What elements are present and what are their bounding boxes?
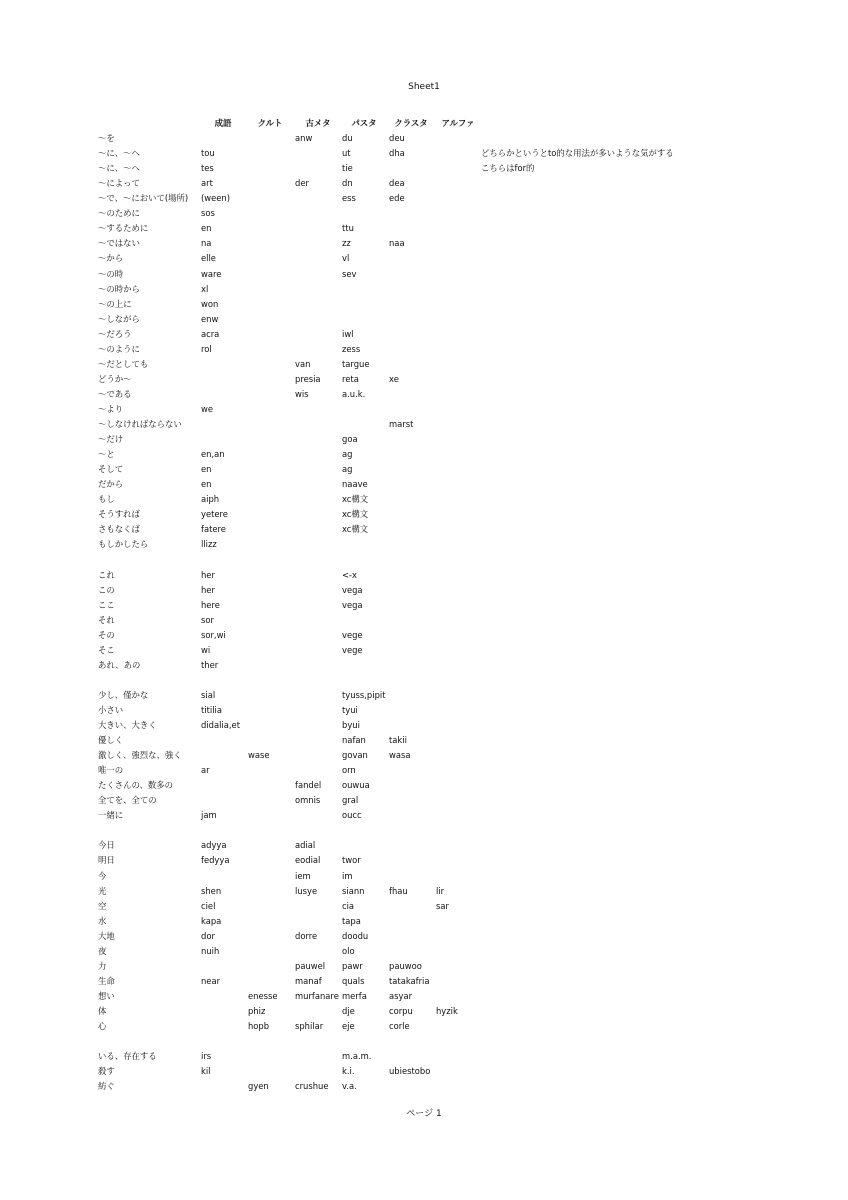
table-cell: sphilar [295,1021,324,1031]
row-label: たくさんの、数多の [98,780,174,791]
table-cell: asyar [389,990,413,1001]
row-label: そうすれば [98,509,140,520]
row-label: ～の時から [98,283,140,294]
table-cell: wi [201,644,211,655]
table-cell: sial [201,689,216,700]
row-label: ～しながら [98,313,140,324]
table-cell: ciel [201,900,216,911]
table-cell: enesse [248,990,278,1001]
table-cell: sar [436,900,449,911]
row-label: その [98,629,115,640]
table-cell: xe [389,373,399,384]
table-cell: murfanare [295,990,339,1001]
row-label: 大地 [98,930,115,941]
table-cell: en [201,464,212,475]
table-cell: phiz [248,1005,266,1016]
table-cell: wis [295,388,309,399]
table-cell: goa [342,434,358,444]
column-header: アルファ [441,118,475,128]
table-cell: near [201,975,221,986]
table-cell: fatere [201,524,226,535]
row-label: 心 [98,1021,107,1031]
table-cell: dorre [295,930,318,941]
row-label: ～のために [98,208,140,219]
table-cell: ubiestobo [389,1066,431,1077]
table-cell: her [201,584,215,595]
table-cell: iwl [342,328,354,339]
table-cell: en [201,223,212,234]
table-cell: reta [342,373,359,384]
row-label: 明日 [98,855,115,866]
table-cell: dje [342,1005,355,1016]
table-cell: eje [342,1021,355,1031]
table-cell: her [201,569,215,580]
table-cell: titilia [201,704,223,715]
table-cell: k.i. [342,1066,355,1077]
row-label: ～するために [98,223,149,234]
table-cell: wasa [389,750,411,761]
table-cell: vega [342,584,363,595]
row-label: もし [98,494,115,505]
sheet-title: Sheet1 [408,82,440,92]
table-cell: tyui [342,704,358,715]
table-cell: xc構文 [342,524,369,535]
table-cell: olo [342,945,355,956]
table-cell: adial [295,840,316,851]
row-label: ～に、～へ [98,163,140,174]
table-cell: aiph [201,494,220,505]
table-cell: kapa [201,915,222,926]
table-cell: ouwua [342,780,370,791]
row-label: ～だとしても [98,358,149,369]
table-cell: sor,wi [201,629,226,640]
row-label: ～から [98,253,124,264]
row-label: 大きい、大きく [98,720,157,730]
table-cell: quals [342,975,365,986]
row-label: さもなくば [98,524,140,535]
table-cell: en [201,479,212,490]
table-cell: llizz [201,539,217,550]
table-cell: v.a. [342,1081,357,1092]
row-label: これ [98,569,115,580]
table-cell: siann [342,885,365,896]
table-cell: yetere [201,509,228,520]
table-cell: art [201,178,213,189]
table-cell: im [342,870,353,881]
row-label: 今日 [98,840,115,851]
row-label: 空 [98,900,107,911]
table-cell: tou [201,148,215,159]
table-cell: elle [201,253,216,264]
row-label: もしかしたら [98,539,149,550]
table-cell: marst [389,418,414,429]
note-cell: こちらはfor的 [481,163,535,174]
table-cell: gral [342,795,359,806]
table-cell: ede [389,193,405,204]
table-cell: fandel [295,780,322,791]
table-cell: eodial [295,855,321,866]
table-cell: irs [201,1051,212,1062]
table-cell: pauwel [295,960,326,971]
row-label: 殺す [98,1066,115,1077]
table-cell: ag [342,449,353,460]
column-header: クルト [257,118,283,128]
row-label: ～だけ [98,434,124,444]
row-label: ～の時 [98,268,124,279]
row-label: 全てを、全ての [98,795,157,806]
table-cell: ttu [342,223,354,234]
table-cell: ar [201,765,210,776]
row-label: それ [98,614,115,625]
table-cell: vl [342,253,350,264]
row-label: 想い [98,990,115,1001]
table-cell: naave [342,479,368,490]
table-cell: orn [342,765,356,776]
table-cell: (ween) [201,193,230,204]
table-cell: fhau [389,885,408,896]
row-label: ～より [98,403,124,414]
table-cell: xl [201,283,209,294]
table-cell: vege [342,644,363,655]
table-cell: pawr [342,960,363,971]
table-cell: cia [342,900,355,911]
table-cell: dor [201,930,215,941]
row-label: 小さい [98,704,124,715]
row-label: 優しく [98,735,124,745]
table-cell: ut [342,148,351,159]
table-cell: zz [342,238,351,249]
table-cell: didalia,et [201,720,240,730]
table-cell: ess [342,193,356,204]
table-cell: wase [248,750,270,761]
row-label: そこ [98,644,115,655]
row-label: 体 [98,1005,107,1016]
table-cell: won [201,298,219,309]
table-cell: ther [201,659,219,670]
table-cell: sos [201,208,215,219]
table-cell: jam [201,810,217,821]
table-cell: rol [201,343,212,354]
row-label: 紡ぐ [98,1081,115,1092]
table-cell: dha [389,148,405,159]
table-cell: takii [389,735,407,745]
table-cell: pauwoo [389,960,422,971]
table-cell: gyen [248,1081,269,1092]
row-label: ～を [98,133,115,143]
row-label: ～である [98,388,132,399]
table-cell: here [201,599,220,610]
table-cell: vega [342,599,363,610]
row-label: ～のように [98,343,140,354]
table-cell: m.a.m. [342,1051,372,1062]
table-cell: vege [342,629,363,640]
row-label: 少し、僅かな [98,689,149,700]
table-cell: merfa [342,990,367,1001]
table-cell: van [295,358,311,369]
table-cell: we [201,403,214,414]
table-cell: xc構文 [342,494,369,505]
table-cell: tapa [342,915,361,926]
table-cell: zess [342,343,361,354]
table-cell: twor [342,855,361,866]
table-cell: shen [201,885,222,896]
row-label: そして [98,464,124,475]
table-cell: a.u.k. [342,388,366,399]
table-cell: tyuss,pipit [342,689,386,700]
table-cell: lir [436,885,445,896]
table-cell: byui [342,720,360,730]
row-label: だから [98,479,124,490]
table-cell: sev [342,268,357,279]
table-cell: <-x [342,569,357,580]
row-label: ～で、～において(場所) [98,193,189,204]
table-cell: dn [342,178,353,189]
table-cell: nafan [342,735,366,745]
row-label: いる、存在する [98,1051,157,1062]
table-cell: nuih [201,945,220,956]
row-label: 唯一の [98,765,124,776]
table-cell: xc構文 [342,509,369,520]
table-cell: fedyya [201,855,230,866]
table-cell: doodu [342,930,369,941]
table-cell: en,an [201,449,225,460]
row-label: 夜 [98,945,107,956]
row-label: ～の上に [98,298,132,309]
table-cell: ware [201,268,222,279]
column-header: クラスタ [394,118,428,128]
table-cell: anw [295,133,313,143]
row-label: あれ、あの [98,659,141,670]
table-cell: manaf [295,975,322,986]
row-label: ～と [98,449,115,460]
row-label: 光 [98,885,107,896]
row-label: ～ではない [98,238,140,249]
row-label: 力 [98,960,107,971]
table-cell: govan [342,750,368,761]
note-cell: どちらかというとto的な用法が多いような気がする [481,148,674,159]
table-cell: targue [342,358,370,369]
table-cell: corle [389,1021,410,1031]
table-cell: enw [201,313,219,324]
row-label: ～に、～へ [98,148,140,159]
table-cell: tes [201,163,214,174]
table-cell: hyzik [436,1005,458,1016]
table-cell: presia [295,373,321,384]
row-label: どうか～ [98,373,132,384]
table-cell: corpu [389,1005,413,1016]
row-label: この [98,584,115,595]
row-label: ～だろう [98,328,132,339]
row-label: 生命 [98,975,115,986]
row-label: ～しなければならない [98,418,182,429]
table-cell: iem [295,870,311,881]
table-cell: dea [389,178,405,189]
table-cell: omnis [295,795,321,806]
table-cell: adyya [201,840,227,851]
table-cell: oucc [342,810,362,821]
column-header: 成語 [214,118,232,128]
row-label: 水 [98,915,107,926]
table-cell: naa [389,238,405,249]
table-cell: kil [201,1066,211,1077]
table-cell: tatakafria [389,975,430,986]
column-header: パスタ [351,118,377,128]
row-label: 今 [98,870,107,881]
row-label: ～によって [98,178,140,189]
table-cell: na [201,238,212,249]
table-cell: der [295,178,309,189]
row-label: 一緒に [98,810,124,821]
table-cell: deu [389,133,405,143]
table-cell: acra [201,328,220,339]
table-cell: du [342,133,353,143]
page-footer: ページ 1 [406,1109,442,1119]
column-header: 古メタ [305,118,331,128]
table-cell: crushue [295,1081,329,1092]
row-label: 激しく、強烈な、強く [98,750,182,761]
row-label: ここ [98,599,115,610]
table-cell: hopb [248,1021,270,1031]
table-cell: sor [201,614,214,625]
table-cell: lusye [295,885,318,896]
table-cell: tie [342,163,353,174]
table-cell: ag [342,464,353,475]
